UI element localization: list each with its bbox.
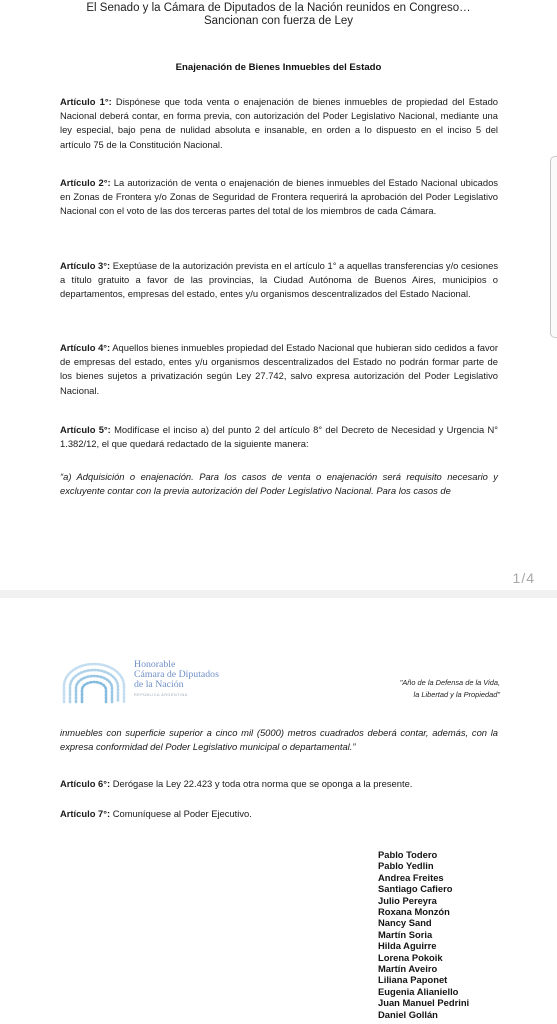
amended-text-end: inmuebles con superficie superior a cinco mil (5000) metros cuadrados deberá contar, además, con la expresa conformidad del Poder Legislativo municipal o departamental.” [60,727,498,753]
page-separator [0,590,557,598]
signer-name: Pablo Yedlin [378,860,434,872]
article-label: Artículo 6°: [60,778,111,789]
article-1 [60,95,498,152]
signer-name: Hilda Aguirre [378,940,437,952]
signer-name: Santiago Cafiero [378,883,453,895]
amended-text-start: “a) Adquisición o enajenación. Para los casos de venta o enajenación será requisito necesario y excluyente contar con la previa autorización del Poder Legislativo Nacional. Para los casos de [60,471,498,497]
signer-name: Juan Manuel Pedrini [378,997,470,1009]
signer-name: Martín Aveiro [378,963,438,975]
logo-wordmark: Honorable Cámara de Diputados de la Nación REPÚBLICA ARGENTINA [134,659,219,697]
article-4 [60,341,498,398]
article-text: La autorización de venta o enajenación de bienes inmuebles del Estado Nacional ubicados en Zonas de Frontera y/o Zonas de Seguridad de Frontera requerirá la aprobación del Poder Legislativo Nacional con el voto de las dos terceras partes del total de los miembros de cada Cámara. [60,177,498,217]
signer-name: Liliana Paponet [378,974,448,986]
document-page-2 [0,598,557,1024]
scroll-handle[interactable] [550,156,557,338]
signer-name: Nancy Sand [378,917,432,929]
article-3 [60,259,498,302]
article-text: Exeptúase de la autorización prevista en el artículo 1° a aquellas transferencias y/o cesiones a título gratuito a favor de las provincias, la Ciudad Autónoma de Buenos Aires, municipios o departamentos, empresas del estado, entes y/u organismos descentralizados del Estado Nacional. [60,260,499,300]
header-line-1: El Senado y la Cámara de Diputados de la Nación reunidos en Congreso… [86,2,471,14]
signer-name: Daniel Gollán [378,1008,438,1020]
enacting-header [0,2,557,28]
article-text: Comuníquese al Poder Ejecutivo. [110,808,252,819]
article-text: Derógase la Ley 22.423 y toda otra norma que se oponga a la presente. [110,778,413,789]
signer-name: Eugenia Alianiello [378,985,459,997]
signer-name: Julio Pereyra [378,894,437,906]
signatories-list [378,849,469,1020]
article-label: Artículo 7°: [60,808,111,819]
chamber-logo [60,660,250,706]
article-label: Artículo 2°: [60,177,111,188]
article-7 [60,807,498,821]
article-6 [60,777,498,791]
law-title: Enajenación de Bienes Inmuebles del Estado [175,62,382,73]
article-label: Artículo 5°: [60,424,111,435]
page-indicator: 1/4 [512,570,535,586]
article-text: Dispónese que toda venta o enajenación de bienes inmuebles de propiedad del Estado Nacional deberá contar, en forma previa, con autorización del Poder Legislativo Nacional, mediante una ley especial, bajo pena de nulidad absoluta e insanable, en orden a lo dispuesto en el inciso 5 del artículo 75 de la Constitución Nacional. [60,96,498,150]
header-line-2: Sancionan con fuerza de Ley [204,15,353,27]
signer-name: Andrea Freites [378,871,444,883]
article-label: Artículo 3°: [60,260,111,271]
signer-name: Roxana Monzón [378,906,450,918]
article-text: Aquellos bienes inmuebles propiedad del Estado Nacional que hubieran sido cedidos a favor de empresas del estado, entes y/u organismos descentralizados del Estado no podrán formar parte de los bienes sujetos a privatización según Ley 27.742, salvo expresa autorización del Poder Legislativo Nacional. [60,342,498,396]
signer-name: Martín Soria [378,928,433,940]
article-5 [60,423,498,451]
article-2 [60,176,498,219]
article-label: Artículo 1°: [60,96,112,107]
arch-emblem-icon [60,660,128,704]
signer-name: Pablo Todero [378,849,438,860]
signer-name: Lorena Pokoik [378,951,443,963]
year-motto: "Año de la Defensa de la Vida, la Libertad y la Propiedad" [399,678,500,699]
article-label: Artículo 4°: [60,342,111,353]
article-text: Modifícase el inciso a) del punto 2 del artículo 8° del Decreto de Necesidad y Urgencia N° 1.382/12, el que quedará redactado de la siguiente manera: [60,424,499,450]
